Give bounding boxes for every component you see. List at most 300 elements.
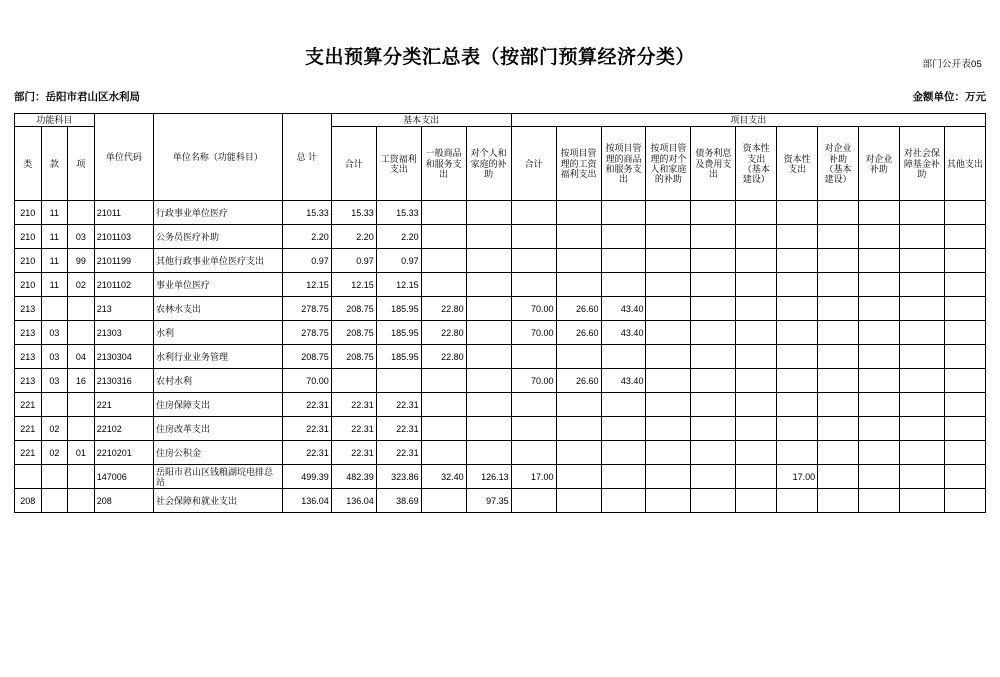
- th-lei: 类: [15, 127, 42, 201]
- cell-lei: 213: [15, 369, 42, 393]
- cell-enterprise-subsidy: [858, 225, 899, 249]
- amount-unit-label: 金额单位：万元: [912, 91, 986, 103]
- cell-lei: 210: [15, 201, 42, 225]
- cell-other: [944, 369, 985, 393]
- cell-xiang: [68, 417, 95, 441]
- cell-lei: 221: [15, 393, 42, 417]
- cell-debt-interest: [691, 465, 736, 489]
- cell-debt-interest: [691, 225, 736, 249]
- table-row: [15, 321, 986, 345]
- cell-unit-code: 221: [94, 393, 153, 417]
- cell-unit-name: 岳阳市君山区钱粮湖垸电排总站: [153, 465, 282, 489]
- cell-kuan: 11: [41, 201, 68, 225]
- cell-basic-sum: 22.31: [331, 441, 376, 465]
- cell-project-person-family: [646, 201, 691, 225]
- cell-project-person-family: [646, 489, 691, 513]
- cell-project-goods-services: [601, 249, 646, 273]
- cell-unit-code: 22102: [94, 417, 153, 441]
- cell-project-sum: 70.00: [511, 369, 556, 393]
- cell-lei: 210: [15, 225, 42, 249]
- cell-basic-sum: 208.75: [331, 321, 376, 345]
- cell-kuan: 03: [41, 345, 68, 369]
- th-debt-interest: 债务利息及费用支出: [691, 127, 736, 201]
- cell-xiang: 16: [68, 369, 95, 393]
- cell-capital: [777, 441, 818, 465]
- cell-unit-code: 21303: [94, 321, 153, 345]
- cell-total: 278.75: [282, 297, 331, 321]
- page: [0, 42, 1000, 677]
- cell-social-security-fund-subsidy: [899, 297, 944, 321]
- cell-debt-interest: [691, 249, 736, 273]
- cell-capital-basic: [736, 417, 777, 441]
- cell-other: [944, 273, 985, 297]
- cell-basic-goods-services: [421, 249, 466, 273]
- cell-enterprise-subsidy-basic: [818, 489, 859, 513]
- table-row: [15, 345, 986, 369]
- cell-total: 22.31: [282, 393, 331, 417]
- cell-xiang: 03: [68, 225, 95, 249]
- cell-unit-name: 其他行政事业单位医疗支出: [153, 249, 282, 273]
- cell-project-goods-services: [601, 441, 646, 465]
- cell-project-goods-services: [601, 417, 646, 441]
- cell-project-salary-welfare: [556, 345, 601, 369]
- cell-capital: [777, 297, 818, 321]
- cell-basic-person-family: [466, 369, 511, 393]
- cell-social-security-fund-subsidy: [899, 489, 944, 513]
- cell-project-salary-welfare: [556, 489, 601, 513]
- cell-enterprise-subsidy-basic: [818, 393, 859, 417]
- cell-other: [944, 393, 985, 417]
- cell-basic-sum: 2.20: [331, 225, 376, 249]
- cell-basic-salary-welfare: 2.20: [376, 225, 421, 249]
- th-social-security-fund-subsidy: 对社会保障基金补助: [899, 127, 944, 201]
- cell-project-sum: 70.00: [511, 321, 556, 345]
- cell-lei: 208: [15, 489, 42, 513]
- cell-kuan: [41, 297, 68, 321]
- cell-enterprise-subsidy: [858, 489, 899, 513]
- cell-project-goods-services: [601, 201, 646, 225]
- cell-project-person-family: [646, 249, 691, 273]
- form-code: 部门公开表05: [922, 59, 982, 70]
- cell-total: 208.75: [282, 345, 331, 369]
- cell-xiang: [68, 321, 95, 345]
- cell-enterprise-subsidy-basic: [818, 417, 859, 441]
- cell-kuan: [41, 489, 68, 513]
- cell-unit-name: 农林水支出: [153, 297, 282, 321]
- cell-other: [944, 417, 985, 441]
- cell-project-person-family: [646, 345, 691, 369]
- cell-capital: [777, 321, 818, 345]
- cell-social-security-fund-subsidy: [899, 441, 944, 465]
- cell-basic-goods-services: 22.80: [421, 321, 466, 345]
- cell-kuan: [41, 393, 68, 417]
- cell-basic-goods-services: [421, 225, 466, 249]
- th-basic-salary-welfare: 工资福利支出: [376, 127, 421, 201]
- cell-unit-name: 水利: [153, 321, 282, 345]
- cell-lei: 221: [15, 441, 42, 465]
- cell-capital: [777, 345, 818, 369]
- cell-basic-goods-services: [421, 393, 466, 417]
- cell-project-person-family: [646, 321, 691, 345]
- cell-unit-name: 公务员医疗补助: [153, 225, 282, 249]
- cell-social-security-fund-subsidy: [899, 417, 944, 441]
- cell-basic-sum: 482.39: [331, 465, 376, 489]
- table-row: [15, 249, 986, 273]
- cell-kuan: 02: [41, 417, 68, 441]
- cell-project-salary-welfare: [556, 441, 601, 465]
- cell-capital-basic: [736, 465, 777, 489]
- cell-project-sum: [511, 249, 556, 273]
- header-row-1: [15, 114, 986, 127]
- cell-social-security-fund-subsidy: [899, 273, 944, 297]
- cell-unit-name: 农村水利: [153, 369, 282, 393]
- cell-basic-person-family: [466, 321, 511, 345]
- cell-debt-interest: [691, 441, 736, 465]
- cell-unit-code: 2130304: [94, 345, 153, 369]
- cell-kuan: 11: [41, 225, 68, 249]
- cell-project-sum: [511, 345, 556, 369]
- cell-basic-person-family: [466, 273, 511, 297]
- cell-total: 22.31: [282, 417, 331, 441]
- th-project-person-family: 按项目管理的对个人和家庭的补助: [646, 127, 691, 201]
- table-row: [15, 441, 986, 465]
- cell-lei: 213: [15, 321, 42, 345]
- cell-basic-sum: 22.31: [331, 417, 376, 441]
- cell-unit-code: 21011: [94, 201, 153, 225]
- cell-project-goods-services: 43.40: [601, 321, 646, 345]
- cell-project-person-family: [646, 369, 691, 393]
- th-xiang: 项: [68, 127, 95, 201]
- cell-kuan: 11: [41, 249, 68, 273]
- cell-lei: 213: [15, 297, 42, 321]
- cell-enterprise-subsidy: [858, 441, 899, 465]
- cell-capital-basic: [736, 249, 777, 273]
- cell-unit-code: 208: [94, 489, 153, 513]
- cell-project-goods-services: [601, 489, 646, 513]
- cell-unit-code: 2101102: [94, 273, 153, 297]
- cell-project-goods-services: [601, 465, 646, 489]
- cell-other: [944, 297, 985, 321]
- cell-unit-name: 社会保障和就业支出: [153, 489, 282, 513]
- cell-basic-salary-welfare: 12.15: [376, 273, 421, 297]
- table-header: [15, 114, 986, 201]
- cell-basic-sum: 12.15: [331, 273, 376, 297]
- cell-social-security-fund-subsidy: [899, 465, 944, 489]
- cell-debt-interest: [691, 273, 736, 297]
- cell-lei: [15, 465, 42, 489]
- cell-basic-salary-welfare: 15.33: [376, 201, 421, 225]
- cell-project-sum: [511, 225, 556, 249]
- cell-project-sum: [511, 489, 556, 513]
- cell-enterprise-subsidy-basic: [818, 369, 859, 393]
- cell-basic-goods-services: 22.80: [421, 297, 466, 321]
- table-row: [15, 297, 986, 321]
- cell-basic-goods-services: [421, 273, 466, 297]
- cell-enterprise-subsidy: [858, 465, 899, 489]
- cell-project-sum: 70.00: [511, 297, 556, 321]
- cell-kuan: 02: [41, 441, 68, 465]
- table-body: [15, 201, 986, 513]
- cell-capital-basic: [736, 345, 777, 369]
- cell-project-salary-welfare: [556, 393, 601, 417]
- cell-basic-salary-welfare: 38.69: [376, 489, 421, 513]
- cell-basic-goods-services: [421, 417, 466, 441]
- cell-project-goods-services: [601, 225, 646, 249]
- cell-project-sum: [511, 441, 556, 465]
- cell-basic-salary-welfare: 323.86: [376, 465, 421, 489]
- cell-enterprise-subsidy: [858, 345, 899, 369]
- cell-enterprise-subsidy-basic: [818, 345, 859, 369]
- table-row: [15, 393, 986, 417]
- th-basic-sum: 合计: [331, 127, 376, 201]
- cell-social-security-fund-subsidy: [899, 321, 944, 345]
- cell-basic-goods-services: 22.80: [421, 345, 466, 369]
- cell-basic-salary-welfare: 185.95: [376, 345, 421, 369]
- table-row: [15, 489, 986, 513]
- cell-project-sum: [511, 273, 556, 297]
- cell-unit-name: 住房保障支出: [153, 393, 282, 417]
- cell-total: 15.33: [282, 201, 331, 225]
- cell-other: [944, 441, 985, 465]
- cell-capital-basic: [736, 201, 777, 225]
- cell-project-sum: [511, 393, 556, 417]
- cell-basic-person-family: [466, 249, 511, 273]
- cell-project-person-family: [646, 465, 691, 489]
- cell-kuan: 11: [41, 273, 68, 297]
- cell-enterprise-subsidy: [858, 321, 899, 345]
- cell-social-security-fund-subsidy: [899, 225, 944, 249]
- cell-capital-basic: [736, 225, 777, 249]
- cell-project-salary-welfare: 26.60: [556, 369, 601, 393]
- th-project-salary-welfare: 按项目管理的工资福利支出: [556, 127, 601, 201]
- th-capital: 资本性支出: [777, 127, 818, 201]
- cell-xiang: [68, 297, 95, 321]
- cell-enterprise-subsidy: [858, 393, 899, 417]
- cell-xiang: [68, 393, 95, 417]
- cell-basic-person-family: [466, 393, 511, 417]
- table-row: [15, 465, 986, 489]
- th-total: 总 计: [282, 114, 331, 201]
- th-basic-expenditure: 基本支出: [331, 114, 511, 127]
- cell-enterprise-subsidy: [858, 201, 899, 225]
- cell-unit-name: 水利行业业务管理: [153, 345, 282, 369]
- cell-kuan: [41, 465, 68, 489]
- cell-basic-person-family: [466, 297, 511, 321]
- cell-debt-interest: [691, 369, 736, 393]
- cell-other: [944, 465, 985, 489]
- cell-basic-sum: 15.33: [331, 201, 376, 225]
- cell-basic-person-family: 97.35: [466, 489, 511, 513]
- cell-lei: 210: [15, 273, 42, 297]
- cell-basic-goods-services: 32.40: [421, 465, 466, 489]
- cell-unit-code: 2101199: [94, 249, 153, 273]
- cell-debt-interest: [691, 321, 736, 345]
- cell-project-person-family: [646, 225, 691, 249]
- cell-unit-name: 事业单位医疗: [153, 273, 282, 297]
- cell-basic-goods-services: [421, 201, 466, 225]
- cell-capital: [777, 225, 818, 249]
- th-project-sum: 合计: [511, 127, 556, 201]
- cell-debt-interest: [691, 417, 736, 441]
- cell-project-person-family: [646, 417, 691, 441]
- cell-basic-sum: 136.04: [331, 489, 376, 513]
- cell-total: 12.15: [282, 273, 331, 297]
- cell-debt-interest: [691, 201, 736, 225]
- cell-project-salary-welfare: [556, 201, 601, 225]
- th-basic-person-family: 对个人和家庭的补助: [466, 127, 511, 201]
- cell-project-person-family: [646, 297, 691, 321]
- cell-basic-goods-services: [421, 441, 466, 465]
- cell-basic-person-family: [466, 417, 511, 441]
- cell-unit-code: 147006: [94, 465, 153, 489]
- cell-social-security-fund-subsidy: [899, 201, 944, 225]
- cell-basic-salary-welfare: 22.31: [376, 393, 421, 417]
- cell-basic-sum: 208.75: [331, 297, 376, 321]
- cell-social-security-fund-subsidy: [899, 369, 944, 393]
- cell-basic-sum: 0.97: [331, 249, 376, 273]
- cell-enterprise-subsidy-basic: [818, 441, 859, 465]
- cell-unit-code: 2210201: [94, 441, 153, 465]
- cell-capital-basic: [736, 273, 777, 297]
- cell-xiang: 02: [68, 273, 95, 297]
- cell-project-salary-welfare: [556, 225, 601, 249]
- cell-unit-name: 住房公积金: [153, 441, 282, 465]
- cell-basic-salary-welfare: 185.95: [376, 297, 421, 321]
- cell-capital-basic: [736, 297, 777, 321]
- cell-unit-name: 住房改革支出: [153, 417, 282, 441]
- cell-project-sum: [511, 417, 556, 441]
- cell-enterprise-subsidy: [858, 249, 899, 273]
- cell-unit-code: 2130316: [94, 369, 153, 393]
- cell-project-goods-services: [601, 273, 646, 297]
- cell-basic-salary-welfare: 22.31: [376, 417, 421, 441]
- cell-xiang: [68, 489, 95, 513]
- cell-project-salary-welfare: [556, 249, 601, 273]
- cell-capital-basic: [736, 393, 777, 417]
- table-row: [15, 369, 986, 393]
- department-label: 部门：岳阳市君山区水利局: [14, 91, 140, 103]
- cell-lei: 221: [15, 417, 42, 441]
- cell-total: 136.04: [282, 489, 331, 513]
- th-unit-name: 单位名称（功能科目）: [153, 114, 282, 201]
- cell-basic-sum: [331, 369, 376, 393]
- table-row: [15, 417, 986, 441]
- page-title: 支出预算分类汇总表（按部门预算经济分类）: [304, 47, 695, 68]
- cell-unit-code: 213: [94, 297, 153, 321]
- cell-xiang: 99: [68, 249, 95, 273]
- cell-project-goods-services: [601, 393, 646, 417]
- cell-total: 499.39: [282, 465, 331, 489]
- cell-basic-person-family: [466, 345, 511, 369]
- cell-capital: [777, 369, 818, 393]
- th-project-goods-services: 按项目管理的商品和服务支出: [601, 127, 646, 201]
- cell-basic-goods-services: [421, 369, 466, 393]
- cell-capital: [777, 249, 818, 273]
- table-row: [15, 201, 986, 225]
- cell-unit-code: 2101103: [94, 225, 153, 249]
- meta-row: [0, 89, 1000, 105]
- table-row: [15, 273, 986, 297]
- cell-xiang: [68, 465, 95, 489]
- cell-capital-basic: [736, 489, 777, 513]
- th-basic-goods-services: 一般商品和服务支出: [421, 127, 466, 201]
- cell-enterprise-subsidy-basic: [818, 321, 859, 345]
- cell-basic-person-family: 126.13: [466, 465, 511, 489]
- cell-other: [944, 345, 985, 369]
- cell-enterprise-subsidy: [858, 369, 899, 393]
- cell-project-person-family: [646, 441, 691, 465]
- cell-project-goods-services: 43.40: [601, 369, 646, 393]
- th-enterprise-subsidy: 对企业补助: [858, 127, 899, 201]
- cell-other: [944, 225, 985, 249]
- cell-basic-salary-welfare: 185.95: [376, 321, 421, 345]
- cell-project-salary-welfare: 26.60: [556, 297, 601, 321]
- cell-other: [944, 201, 985, 225]
- cell-total: 278.75: [282, 321, 331, 345]
- cell-other: [944, 489, 985, 513]
- cell-project-salary-welfare: 26.60: [556, 321, 601, 345]
- cell-project-goods-services: [601, 345, 646, 369]
- cell-enterprise-subsidy: [858, 273, 899, 297]
- cell-enterprise-subsidy: [858, 417, 899, 441]
- cell-debt-interest: [691, 297, 736, 321]
- cell-capital-basic: [736, 441, 777, 465]
- cell-social-security-fund-subsidy: [899, 393, 944, 417]
- cell-xiang: [68, 201, 95, 225]
- cell-enterprise-subsidy-basic: [818, 201, 859, 225]
- cell-basic-goods-services: [421, 489, 466, 513]
- cell-basic-person-family: [466, 225, 511, 249]
- budget-table: [14, 113, 986, 513]
- cell-project-salary-welfare: [556, 417, 601, 441]
- cell-unit-name: 行政事业单位医疗: [153, 201, 282, 225]
- cell-enterprise-subsidy-basic: [818, 225, 859, 249]
- cell-basic-salary-welfare: [376, 369, 421, 393]
- cell-total: 22.31: [282, 441, 331, 465]
- cell-project-salary-welfare: [556, 465, 601, 489]
- cell-enterprise-subsidy-basic: [818, 297, 859, 321]
- cell-basic-sum: 22.31: [331, 393, 376, 417]
- cell-enterprise-subsidy-basic: [818, 465, 859, 489]
- cell-lei: 210: [15, 249, 42, 273]
- cell-other: [944, 321, 985, 345]
- cell-total: 2.20: [282, 225, 331, 249]
- th-kuan: 款: [41, 127, 68, 201]
- cell-capital: [777, 393, 818, 417]
- th-function-subject: 功能科目: [15, 114, 95, 127]
- cell-lei: 213: [15, 345, 42, 369]
- table-row: [15, 225, 986, 249]
- cell-kuan: 03: [41, 321, 68, 345]
- cell-project-salary-welfare: [556, 273, 601, 297]
- cell-enterprise-subsidy-basic: [818, 273, 859, 297]
- cell-other: [944, 249, 985, 273]
- cell-capital: [777, 489, 818, 513]
- cell-total: 70.00: [282, 369, 331, 393]
- cell-basic-sum: 208.75: [331, 345, 376, 369]
- cell-xiang: 04: [68, 345, 95, 369]
- cell-capital: [777, 273, 818, 297]
- cell-basic-salary-welfare: 0.97: [376, 249, 421, 273]
- th-project-expenditure: 项目支出: [511, 114, 985, 127]
- cell-enterprise-subsidy-basic: [818, 249, 859, 273]
- th-unit-code: 单位代码: [94, 114, 153, 201]
- cell-basic-person-family: [466, 201, 511, 225]
- cell-debt-interest: [691, 345, 736, 369]
- cell-project-sum: 17.00: [511, 465, 556, 489]
- th-capital-basic: 资本性支出（基本建设）: [736, 127, 777, 201]
- cell-enterprise-subsidy: [858, 297, 899, 321]
